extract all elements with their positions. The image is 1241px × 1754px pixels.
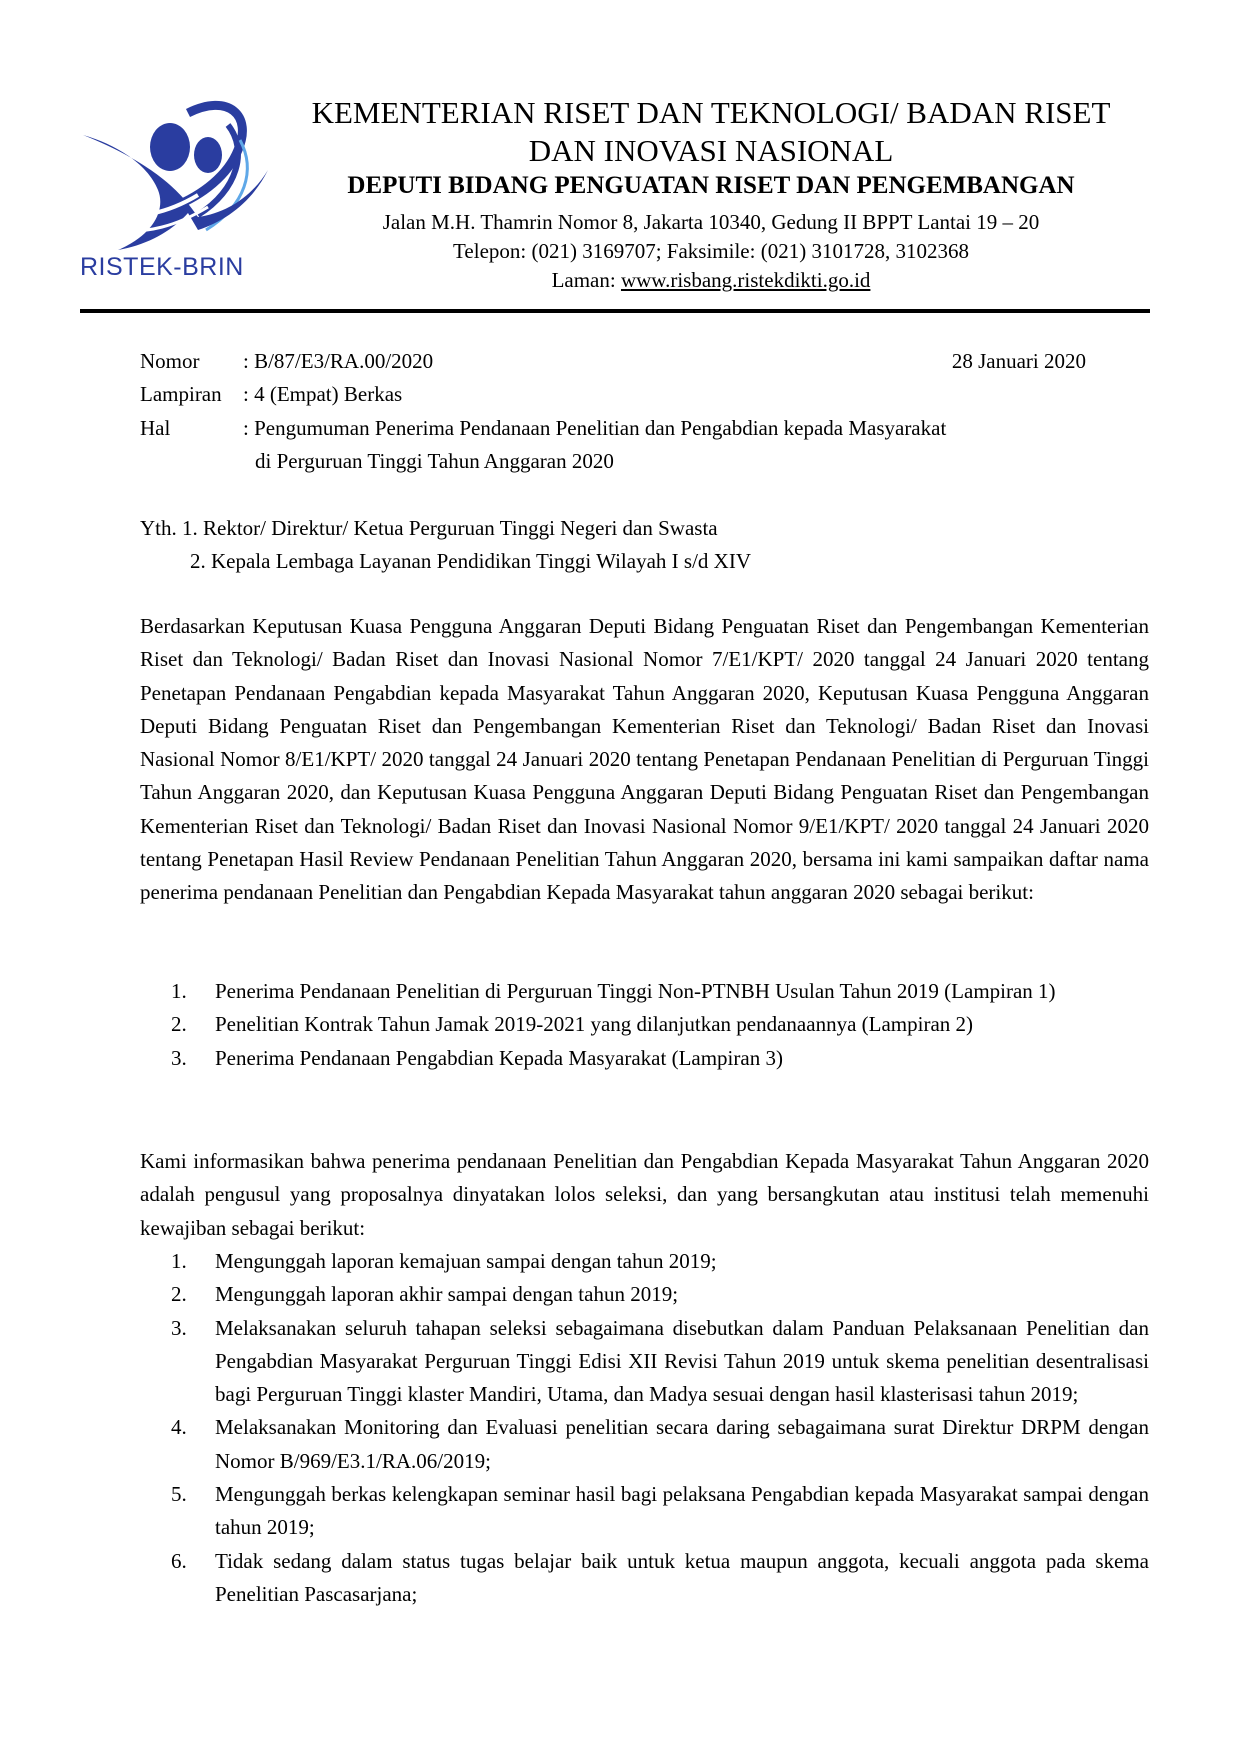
letter-date: 28 Januari 2020 bbox=[951, 349, 1086, 373]
body-paragraph-1: Berdasarkan Keputusan Kuasa Pengguna Anggaran Deputi Bidang Penguatan Riset dan Pengembangan Kementerian Riset dan Teknologi/ Badan Riset dan Inovasi Nasional Nomor 7/E1/KPT/ 2020 tanggal 24 Januari 2020 tentang Penetapan Pendanaan Pengabdian kepada Masyarakat Tahun Anggaran 2020, Keputusan Kuasa Pengguna Anggaran Deputi Bidang Penguatan Riset dan Pengembangan Kementerian Riset dan Teknologi/ Badan Riset dan Inovasi Nasional Nomor 8/E1/KPT/ 2020 tanggal 24 Januari 2020 tentang Penetapan Pendanaan Penelitian di Perguruan Tinggi Tahun Anggaran 2020, dan Keputusan Kuasa Pengguna Anggaran Deputi Bidang Penguatan Riset dan Pengembangan Kementerian Riset dan Teknologi/ Badan Riset dan Inovasi Nasional Nomor 9/E1/KPT/ 2020 tanggal 24 Januari 2020 tentang Penetapan Hasil Review Pendanaan Penelitian Tahun Anggaran 2020, bersama ini kami sampaikan daftar nama penerima pendanaan Penelitian dan Pengabdian Kepada Masyarakat tahun anggaran 2020 sebagai berikut: bbox=[140, 614, 1149, 905]
list-item: 4. Melaksanakan Monitoring dan Evaluasi penelitian secara daring sebagaimana surat Direktur DRPM dengan Nomor B/969/E3.1/RA.06/2019; bbox=[171, 1415, 1149, 1473]
lampiran-label: Lampiran bbox=[140, 382, 222, 407]
website-line bbox=[276, 266, 1146, 295]
letterhead-contact bbox=[276, 208, 1146, 295]
hal-label: Hal bbox=[140, 415, 171, 440]
list-item: 1. Penerima Pendanaan Penelitian di Perguruan Tinggi Non-PTNBH Usulan Tahun 2019 (Lampiran 1) bbox=[171, 979, 1056, 1003]
phone-line: Telepon: (021) 3169707; Faksimile: (021) 3101728, 3102368 bbox=[453, 239, 969, 263]
ministry-name-line2: DAN INOVASI NASIONAL bbox=[528, 133, 894, 168]
list-item: 2. Mengunggah laporan akhir sampai dengan tahun 2019; bbox=[171, 1282, 679, 1307]
address-line: Jalan M.H. Thamrin Nomor 8, Jakarta 10340, Gedung II BPPT Lantai 19 – 20 bbox=[382, 210, 1040, 234]
list-item: 6. Tidak sedang dalam status tugas belajar baik untuk ketua maupun anggota, kecuali anggota pada skema Penelitian Pascasarjana; bbox=[171, 1548, 1149, 1606]
hal-value: : Pengumuman Penerima Pendanaan Penelitian dan Pengabdian kepada Masyarakat bbox=[243, 415, 947, 440]
lampiran-value: : 4 (Empat) Berkas bbox=[243, 382, 403, 407]
recipient-line-2: 2. Kepala Lembaga Layanan Pendidikan Tinggi Wilayah I s/d XIV bbox=[190, 549, 751, 574]
hal-row-continued bbox=[140, 445, 1090, 478]
website-link[interactable]: www.risbang.ristekdikti.go.id bbox=[620, 268, 871, 292]
recipient-line-1: Yth. 1. Rektor/ Direktur/ Ketua Perguruan Tinggi Negeri dan Swasta bbox=[140, 516, 718, 540]
list-item: 2. Penelitian Kontrak Tahun Jamak 2019-2021 yang dilanjutkan pendanaannya (Lampiran 2) bbox=[171, 1012, 974, 1037]
list-item: 3. Penerima Pendanaan Pengabdian Kepada Masyarakat (Lampiran 3) bbox=[171, 1045, 783, 1070]
deputy-name: DEPUTI BIDANG PENGUATAN RISET DAN PENGEMBANGAN bbox=[347, 172, 1075, 199]
ristek-brin-logo bbox=[78, 95, 278, 285]
lampiran-row bbox=[140, 378, 1090, 411]
list-item: 5. Mengunggah berkas kelengkapan seminar hasil bagi pelaksana Pengabdian kepada Masyarakat sampai dengan tahun 2019; bbox=[171, 1482, 1149, 1540]
ristek-brin-emblem-icon bbox=[78, 95, 278, 255]
list-item: 1. Mengunggah laporan kemajuan sampai dengan tahun 2019; bbox=[171, 1249, 717, 1273]
letterhead-divider bbox=[80, 309, 1150, 313]
hal-value-continued: di Perguruan Tinggi Tahun Anggaran 2020 bbox=[255, 448, 614, 473]
hal-row bbox=[140, 412, 1090, 445]
nomor-value: : B/87/E3/RA.00/2020 bbox=[243, 349, 434, 373]
body-paragraph-2: Kami informasikan bahwa penerima pendanaan Penelitian dan Pengabdian Kepada Masyarakat Tahun Anggaran 2020 adalah pengusul yang proposalnya dinyatakan lolos seleksi, dan yang bersangkutan atau institusi telah memenuhi kewajiban sebagai berikut: bbox=[140, 1149, 1149, 1240]
obligation-list bbox=[140, 1245, 1149, 1611]
ministry-name-line1: KEMENTERIAN RISET DAN TEKNOLOGI/ BADAN RISET bbox=[311, 95, 1111, 130]
nomor-label: Nomor bbox=[140, 349, 200, 373]
logo-wordmark: RISTEK-BRIN bbox=[80, 253, 244, 281]
nomor-row bbox=[140, 345, 1090, 378]
recipient-list bbox=[140, 975, 1149, 1075]
recipients bbox=[140, 512, 1090, 579]
letter-meta bbox=[140, 345, 1090, 478]
list-item: 3. Melaksanakan seluruh tahapan seleksi sebagaimana disebutkan dalam Panduan Pelaksanaan Penelitian dan Pengabdian Masyarakat Perguruan Tinggi Edisi XII Revisi Tahun 2019 untuk skema penelitian desentralisasi bagi Perguruan Tinggi klaster Mandiri, Utama, dan Madya sesuai dengan hasil klasterisasi tahun 2019; bbox=[171, 1315, 1149, 1407]
website-label: Laman: bbox=[551, 268, 621, 292]
